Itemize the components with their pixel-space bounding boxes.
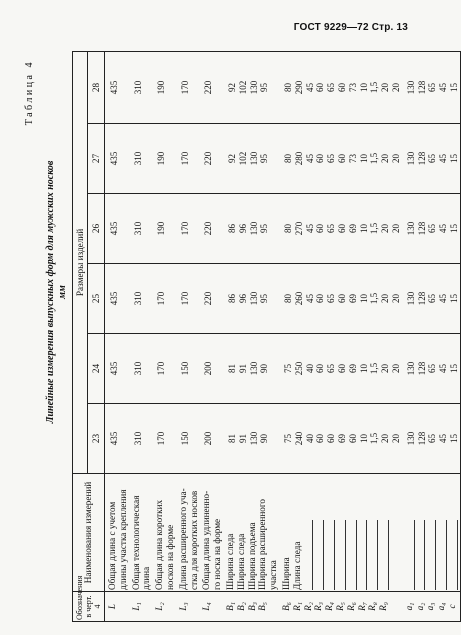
value-cell xyxy=(402,124,460,194)
measurement-value: 170 xyxy=(179,221,190,236)
measurement-value: 45 xyxy=(304,294,315,303)
symbol-column-header: Обозначения в черт. 4 xyxy=(73,592,105,622)
measurement-value: 90 xyxy=(259,364,270,373)
measurement-value: 20 xyxy=(390,294,401,303)
value-cell xyxy=(402,334,460,404)
measurement-value: 65 xyxy=(427,434,438,443)
measurement-value: 60 xyxy=(347,434,358,443)
measurement-value: 60 xyxy=(336,224,347,233)
value-cell xyxy=(129,51,153,123)
measurement-symbol: R₆ xyxy=(345,602,356,611)
measurement-value: 130 xyxy=(405,80,416,95)
measurement-value: 190 xyxy=(156,221,167,236)
rotated-table-page xyxy=(24,52,459,622)
table-row xyxy=(223,51,279,621)
measurement-value: 45 xyxy=(438,364,449,373)
measurement-value: 73 xyxy=(347,154,358,163)
size-header: 24 xyxy=(88,334,105,404)
value-cell xyxy=(402,264,460,334)
measurement-value: 65 xyxy=(427,364,438,373)
measurement-value: 20 xyxy=(380,364,391,373)
measurement-value: 95 xyxy=(259,82,270,92)
measurement-name: Ширина xyxy=(280,557,291,590)
measurement-value: 60 xyxy=(336,364,347,373)
measurement-value: 15 xyxy=(448,82,459,92)
measurement-value: 69 xyxy=(336,434,347,443)
measurement-value: 1,5 xyxy=(369,362,380,375)
measurement-value: 20 xyxy=(390,82,401,92)
measurement-symbol: L₃ xyxy=(177,602,188,611)
measurement-value: 250 xyxy=(293,361,304,376)
value-cell xyxy=(105,334,129,404)
measurement-value: 20 xyxy=(390,154,401,163)
measurement-value: 95 xyxy=(259,224,270,233)
value-cell xyxy=(176,194,200,264)
value-cell xyxy=(279,334,402,404)
name-column-header: Наименования измерений xyxy=(73,474,105,592)
measurement-value: 60 xyxy=(315,294,326,303)
measurement-value: 45 xyxy=(304,224,315,233)
measurement-symbol: L₂ xyxy=(154,602,165,611)
value-cell xyxy=(199,51,223,123)
measurement-value: 130 xyxy=(405,361,416,376)
measurement-symbol: a₂ xyxy=(414,602,425,611)
measurement-value: 69 xyxy=(347,364,358,373)
leader-line xyxy=(436,520,447,590)
measurement-symbol: L₄ xyxy=(201,602,212,611)
measurement-value: 10 xyxy=(358,224,369,233)
table-caption: Линейные измерения выпускных форм для мужских носков xyxy=(45,160,56,424)
measurement-value: 128 xyxy=(416,151,427,166)
measurement-symbol: R₉ xyxy=(378,602,389,611)
measurement-value: 220 xyxy=(203,80,214,95)
measurement-symbol: с xyxy=(446,604,457,609)
measurement-value: 60 xyxy=(326,434,337,443)
leader-line xyxy=(313,520,324,590)
measurement-name: стка для коротких носков xyxy=(188,490,199,590)
measurement-value: 65 xyxy=(326,154,337,163)
measurement-value: 150 xyxy=(179,431,190,446)
leader-line xyxy=(425,520,436,590)
symbol-cell xyxy=(279,592,402,622)
value-cell xyxy=(105,404,129,474)
measurement-name: Общая длина с учетом xyxy=(107,501,117,590)
table-row xyxy=(199,51,223,621)
measurement-symbol: R₁ xyxy=(291,602,302,611)
measurements-body xyxy=(105,51,461,621)
measurement-symbol: R₅ xyxy=(334,602,345,611)
measurement-symbol: B₂ xyxy=(235,602,246,611)
measurement-value: 170 xyxy=(156,291,167,306)
measurement-value: 60 xyxy=(315,434,326,443)
measurement-value: 310 xyxy=(132,221,143,236)
table-row xyxy=(105,51,129,621)
measurement-value: 45 xyxy=(304,82,315,92)
measurement-value: 20 xyxy=(380,224,391,233)
measurement-value: 65 xyxy=(427,154,438,163)
measurement-name: Общая длина коротких xyxy=(154,499,165,590)
description-cell xyxy=(176,474,200,592)
measurement-value: 20 xyxy=(390,224,401,233)
table-number: Таблица 4 xyxy=(24,60,35,126)
measurement-value: 60 xyxy=(315,364,326,373)
standard-page-label: ГОСТ 9229—72 Стр. 13 xyxy=(293,22,408,33)
value-cell xyxy=(129,124,153,194)
measurement-value: 65 xyxy=(326,364,337,373)
measurement-value: 60 xyxy=(336,294,347,303)
measurement-value: 220 xyxy=(203,151,214,166)
measurement-value: 69 xyxy=(347,294,358,303)
measurement-value: 128 xyxy=(416,221,427,236)
measurement-value: 190 xyxy=(156,80,167,95)
measurement-value: 92 xyxy=(226,154,237,163)
measurement-value: 310 xyxy=(132,151,143,166)
measurement-value: 130 xyxy=(248,431,259,446)
measurement-value: 20 xyxy=(380,82,391,92)
measurement-value: 102 xyxy=(237,80,248,95)
description-cell xyxy=(129,474,153,592)
measurement-value: 1,5 xyxy=(369,222,380,235)
value-cell xyxy=(199,334,223,404)
measurement-value: 190 xyxy=(156,151,167,166)
measurement-value: 45 xyxy=(438,224,449,233)
measurement-value: 40 xyxy=(304,364,315,373)
measurement-value: 130 xyxy=(248,80,259,95)
measurement-value: 81 xyxy=(226,364,237,373)
measurement-value: 128 xyxy=(416,431,427,446)
measurement-name: Ширина подъема xyxy=(246,522,257,590)
symbol-cell xyxy=(129,592,153,622)
measurement-name: носков на форме xyxy=(164,524,175,590)
measurement-value: 73 xyxy=(347,82,358,92)
measurement-name: Длина расширенного уча- xyxy=(177,488,188,590)
measurement-value: 15 xyxy=(448,364,459,373)
value-cell xyxy=(176,404,200,474)
symbol-cell xyxy=(402,592,460,622)
measurement-value: 130 xyxy=(405,221,416,236)
table-row xyxy=(402,51,460,621)
measurement-value: 45 xyxy=(438,82,449,92)
value-cell xyxy=(199,404,223,474)
value-cell xyxy=(279,404,402,474)
value-cell xyxy=(223,404,279,474)
measurement-value: 15 xyxy=(448,434,459,443)
value-cell xyxy=(402,194,460,264)
measurement-value: 45 xyxy=(438,294,449,303)
description-cell xyxy=(199,474,223,592)
size-header: 25 xyxy=(88,264,105,334)
measurement-value: 10 xyxy=(358,294,369,303)
measurement-name: длины участка крепления xyxy=(117,489,128,590)
value-cell xyxy=(152,51,176,123)
measurement-symbol: R₈ xyxy=(367,602,378,611)
symbol-cell xyxy=(176,592,200,622)
measurement-symbol: R₇ xyxy=(356,602,367,611)
measurement-value: 435 xyxy=(109,431,119,446)
measurement-value: 60 xyxy=(336,154,347,163)
measurement-value: 86 xyxy=(226,294,237,303)
measurement-value: 96 xyxy=(237,224,248,233)
value-cell xyxy=(279,124,402,194)
measurement-value: 86 xyxy=(226,224,237,233)
measurement-value: 65 xyxy=(326,294,337,303)
value-cell xyxy=(129,264,153,334)
value-cell xyxy=(223,264,279,334)
measurement-value: 69 xyxy=(347,224,358,233)
measurement-value: 1,5 xyxy=(369,81,380,94)
measurement-name: го носка на форме xyxy=(212,518,223,590)
value-cell xyxy=(129,334,153,404)
measurement-symbol: L₁ xyxy=(130,602,141,611)
leader-line xyxy=(324,520,335,590)
value-cell xyxy=(279,264,402,334)
value-cell xyxy=(129,194,153,264)
size-header: 26 xyxy=(88,194,105,264)
leader-line xyxy=(357,520,368,590)
description-cell xyxy=(279,474,402,592)
measurement-name: длина xyxy=(141,566,152,590)
measurement-value: 130 xyxy=(248,291,259,306)
measurement-value: 435 xyxy=(109,291,119,306)
symbol-cell xyxy=(152,592,176,622)
value-cell xyxy=(223,124,279,194)
measurement-value: 45 xyxy=(438,434,449,443)
measurement-symbol: L xyxy=(107,603,117,610)
description-cell xyxy=(402,474,460,592)
measurement-symbol: a₁ xyxy=(403,602,414,611)
measurement-value: 220 xyxy=(203,221,214,236)
leader-line xyxy=(404,520,415,590)
measurement-value: 128 xyxy=(416,291,427,306)
measurement-value: 65 xyxy=(326,224,337,233)
value-cell xyxy=(223,334,279,404)
description-cell xyxy=(105,474,129,592)
value-cell xyxy=(105,264,129,334)
measurement-symbol: a₄ xyxy=(436,602,447,611)
measurement-value: 130 xyxy=(248,151,259,166)
measurement-value: 65 xyxy=(427,224,438,233)
measurement-value: 20 xyxy=(380,294,391,303)
measurement-value: 60 xyxy=(336,82,347,92)
measurement-symbol: a₃ xyxy=(425,602,436,611)
leader-line xyxy=(303,520,314,590)
measurement-value: 10 xyxy=(358,364,369,373)
size-header: 23 xyxy=(88,404,105,474)
value-cell xyxy=(129,404,153,474)
measurement-value: 65 xyxy=(326,82,337,92)
value-cell xyxy=(279,51,402,123)
measurement-name: Общая длина удлиненно- xyxy=(201,490,212,590)
measurement-value: 1,5 xyxy=(369,152,380,165)
size-header: 28 xyxy=(88,51,105,123)
table-row xyxy=(152,51,176,621)
measurement-value: 170 xyxy=(179,151,190,166)
value-cell xyxy=(402,404,460,474)
measurement-value: 60 xyxy=(315,82,326,92)
measurement-symbol: R₂ xyxy=(302,602,313,611)
measurement-value: 90 xyxy=(259,434,270,443)
table-units: мм xyxy=(57,285,68,299)
size-header: 27 xyxy=(88,124,105,194)
value-cell xyxy=(105,194,129,264)
value-cell xyxy=(152,334,176,404)
measurements-table xyxy=(72,51,461,622)
value-cell xyxy=(152,404,176,474)
measurement-value: 81 xyxy=(226,434,237,443)
value-cell xyxy=(223,194,279,264)
measurement-name: участка xyxy=(268,560,279,590)
measurement-value: 80 xyxy=(282,154,293,163)
measurement-value: 260 xyxy=(293,291,304,306)
measurement-value: 270 xyxy=(293,221,304,236)
measurement-value: 15 xyxy=(448,224,459,233)
value-cell xyxy=(199,124,223,194)
measurement-value: 45 xyxy=(304,154,315,163)
measurement-value: 60 xyxy=(315,224,326,233)
measurement-value: 60 xyxy=(315,154,326,163)
table-row xyxy=(129,51,153,621)
value-cell xyxy=(152,194,176,264)
measurement-value: 102 xyxy=(237,151,248,166)
measurement-symbol: B₃ xyxy=(246,602,257,611)
description-cell xyxy=(223,474,279,592)
measurement-value: 20 xyxy=(380,154,391,163)
measurement-name: Ширина следа xyxy=(235,533,246,590)
measurement-value: 310 xyxy=(132,80,143,95)
measurement-symbol: B₆ xyxy=(280,602,291,611)
measurement-value: 240 xyxy=(293,431,304,446)
measurement-value: 1,5 xyxy=(369,432,380,445)
measurement-value: 170 xyxy=(179,291,190,306)
measurement-value: 20 xyxy=(390,364,401,373)
measurement-value: 290 xyxy=(293,80,304,95)
measurement-value: 200 xyxy=(203,361,214,376)
value-cell xyxy=(105,51,129,123)
leader-line xyxy=(378,520,389,590)
measurement-value: 95 xyxy=(259,154,270,163)
measurement-value: 280 xyxy=(293,151,304,166)
measurement-value: 310 xyxy=(132,291,143,306)
measurement-value: 128 xyxy=(416,80,427,95)
measurement-value: 10 xyxy=(358,82,369,92)
measurement-value: 10 xyxy=(358,154,369,163)
measurement-value: 150 xyxy=(179,361,190,376)
measurement-value: 80 xyxy=(282,294,293,303)
value-cell xyxy=(199,194,223,264)
description-cell xyxy=(152,474,176,592)
value-cell xyxy=(176,264,200,334)
measurement-value: 435 xyxy=(109,80,119,95)
measurement-value: 130 xyxy=(405,431,416,446)
measurement-symbol: B₁ xyxy=(224,602,235,611)
measurement-value: 435 xyxy=(109,221,119,236)
value-cell xyxy=(223,51,279,123)
measurement-value: 75 xyxy=(282,364,293,373)
measurement-value: 91 xyxy=(237,364,248,373)
measurement-value: 130 xyxy=(405,151,416,166)
measurement-name: Общая технологическая xyxy=(130,495,141,590)
table-row xyxy=(279,51,402,621)
measurement-value: 20 xyxy=(390,434,401,443)
value-cell xyxy=(105,124,129,194)
measurement-value: 95 xyxy=(259,294,270,303)
measurement-name: Ширина расширенного xyxy=(257,499,268,590)
value-cell xyxy=(279,194,402,264)
measurement-value: 130 xyxy=(405,291,416,306)
value-cell xyxy=(152,124,176,194)
value-cell xyxy=(176,51,200,123)
leader-line xyxy=(335,520,346,590)
measurement-value: 15 xyxy=(448,294,459,303)
measurement-symbol: R₃ xyxy=(313,602,324,611)
measurement-value: 20 xyxy=(380,434,391,443)
page-header xyxy=(0,22,426,36)
measurement-value: 45 xyxy=(438,154,449,163)
measurement-value: 1,5 xyxy=(369,292,380,305)
measurement-value: 65 xyxy=(427,82,438,92)
measurement-value: 170 xyxy=(156,431,167,446)
leader-line xyxy=(367,520,378,590)
measurement-value: 310 xyxy=(132,431,143,446)
measurement-value: 40 xyxy=(304,434,315,443)
measurement-symbol: R₄ xyxy=(324,602,335,611)
measurement-value: 10 xyxy=(358,434,369,443)
measurement-value: 91 xyxy=(237,434,248,443)
measurement-value: 435 xyxy=(109,151,119,166)
value-cell xyxy=(199,264,223,334)
symbol-cell xyxy=(223,592,279,622)
measurement-value: 80 xyxy=(282,82,293,92)
symbol-cell xyxy=(199,592,223,622)
measurement-value: 130 xyxy=(248,221,259,236)
measurement-value: 435 xyxy=(109,361,119,376)
measurement-value: 170 xyxy=(156,361,167,376)
value-cell xyxy=(152,264,176,334)
leader-line xyxy=(447,520,458,590)
sizes-group-header: Размеры изделий xyxy=(73,51,88,473)
measurement-value: 130 xyxy=(248,361,259,376)
table-row xyxy=(176,51,200,621)
measurement-value: 128 xyxy=(416,361,427,376)
symbol-cell xyxy=(105,592,129,622)
measurement-symbol: B₅ xyxy=(257,602,268,611)
measurement-name: Длина следа xyxy=(291,541,302,590)
leader-line xyxy=(415,520,426,590)
leader-line xyxy=(346,520,357,590)
measurement-value: 15 xyxy=(448,154,459,163)
measurement-value: 96 xyxy=(237,294,248,303)
measurement-value: 200 xyxy=(203,431,214,446)
measurement-value: 75 xyxy=(282,434,293,443)
value-cell xyxy=(176,124,200,194)
measurement-name: Ширина следа xyxy=(224,533,235,590)
measurement-value: 80 xyxy=(282,224,293,233)
measurement-value: 65 xyxy=(427,294,438,303)
measurement-value: 92 xyxy=(226,82,237,92)
value-cell xyxy=(402,51,460,123)
value-cell xyxy=(176,334,200,404)
measurement-value: 220 xyxy=(203,291,214,306)
measurement-value: 170 xyxy=(179,80,190,95)
measurement-value: 310 xyxy=(132,361,143,376)
